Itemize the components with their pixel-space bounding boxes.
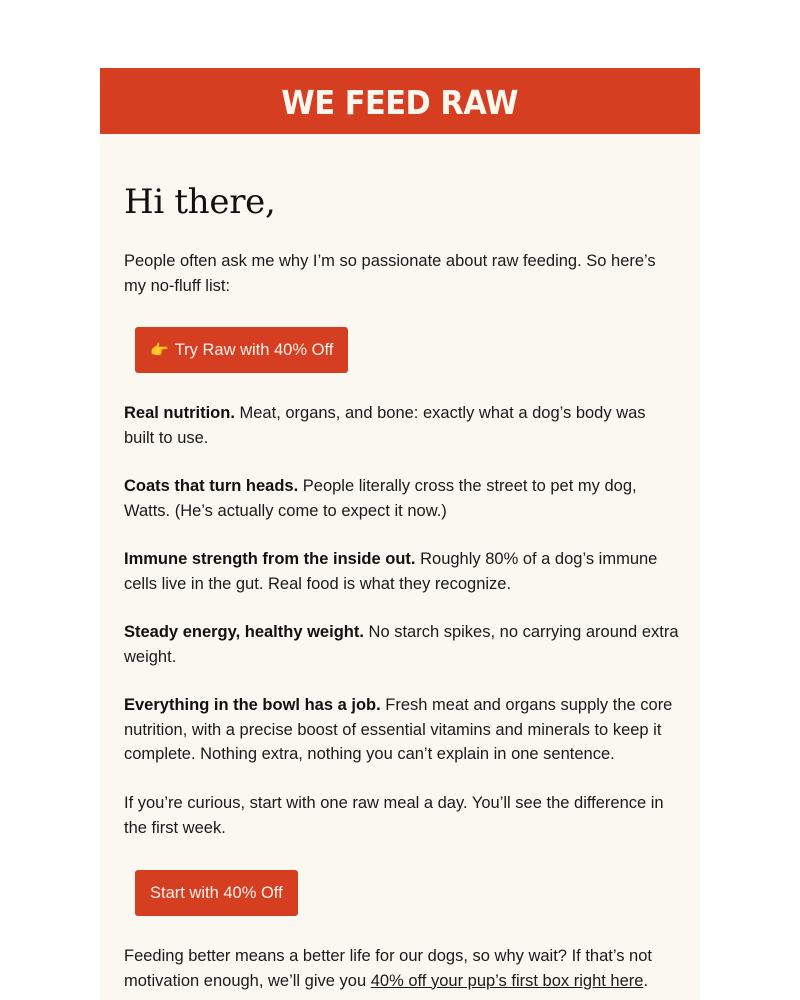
- greeting-heading: Hi there,: [124, 182, 276, 222]
- brand-logo[interactable]: WE FEED RAW: [281, 82, 519, 122]
- try-raw-cta-label: Try Raw with 40% Off: [174, 340, 334, 359]
- benefit-title: Real nutrition.: [124, 404, 235, 422]
- benefit-item: [124, 693, 680, 767]
- curious-paragraph: If you’re curious, start with one raw meal a day. You’ll see the difference in the first week.: [124, 794, 664, 837]
- benefit-title: Steady energy, healthy weight.: [124, 623, 364, 641]
- discount-link[interactable]: 40% off your pup’s first box right here: [370, 971, 644, 990]
- benefit-body: Roughly 80% of a dog’s immune cells live in the gut. Real food is what they recognize.: [124, 550, 658, 593]
- closing-period: .: [643, 971, 649, 990]
- benefit-body: People literally cross the street to pet my dog, Watts. (He’s actually come to expect it now.): [124, 477, 637, 520]
- benefit-title: Everything in the bowl has a job.: [124, 696, 381, 714]
- benefit-title: Immune strength from the inside out.: [124, 550, 416, 568]
- benefit-item: [124, 474, 680, 523]
- closing-paragraph: [124, 944, 680, 993]
- benefit-item: [124, 547, 680, 596]
- start-cta-button[interactable]: [135, 870, 298, 916]
- benefit-item: [124, 620, 680, 669]
- benefit-item: [124, 401, 680, 450]
- benefit-body: No starch spikes, no carrying around extra weight.: [124, 623, 679, 666]
- benefit-body: Meat, organs, and bone: exactly what a dog’s body was built to use.: [124, 404, 646, 447]
- closing-text: Feeding better means a better life for our dogs, so why wait? If that’s not motivation enough, we’ll give you: [124, 947, 652, 990]
- benefit-body: Fresh meat and organs supply the core nutrition, with a precise boost of essential vitamins and minerals to keep it complete. Nothing extra, nothing you can’t explain in one sentence.: [124, 696, 673, 763]
- email-header: [100, 68, 700, 134]
- intro-paragraph: People often ask me why I’m so passionate about raw feeding. So here’s my no-fluff list:: [124, 252, 656, 295]
- try-raw-cta-button[interactable]: [135, 327, 348, 373]
- start-cta-label: Start with 40% Off: [150, 883, 283, 902]
- pointing-hand-icon: 👉: [150, 342, 169, 359]
- benefit-title: Coats that turn heads.: [124, 477, 299, 495]
- email-container: [100, 68, 700, 1000]
